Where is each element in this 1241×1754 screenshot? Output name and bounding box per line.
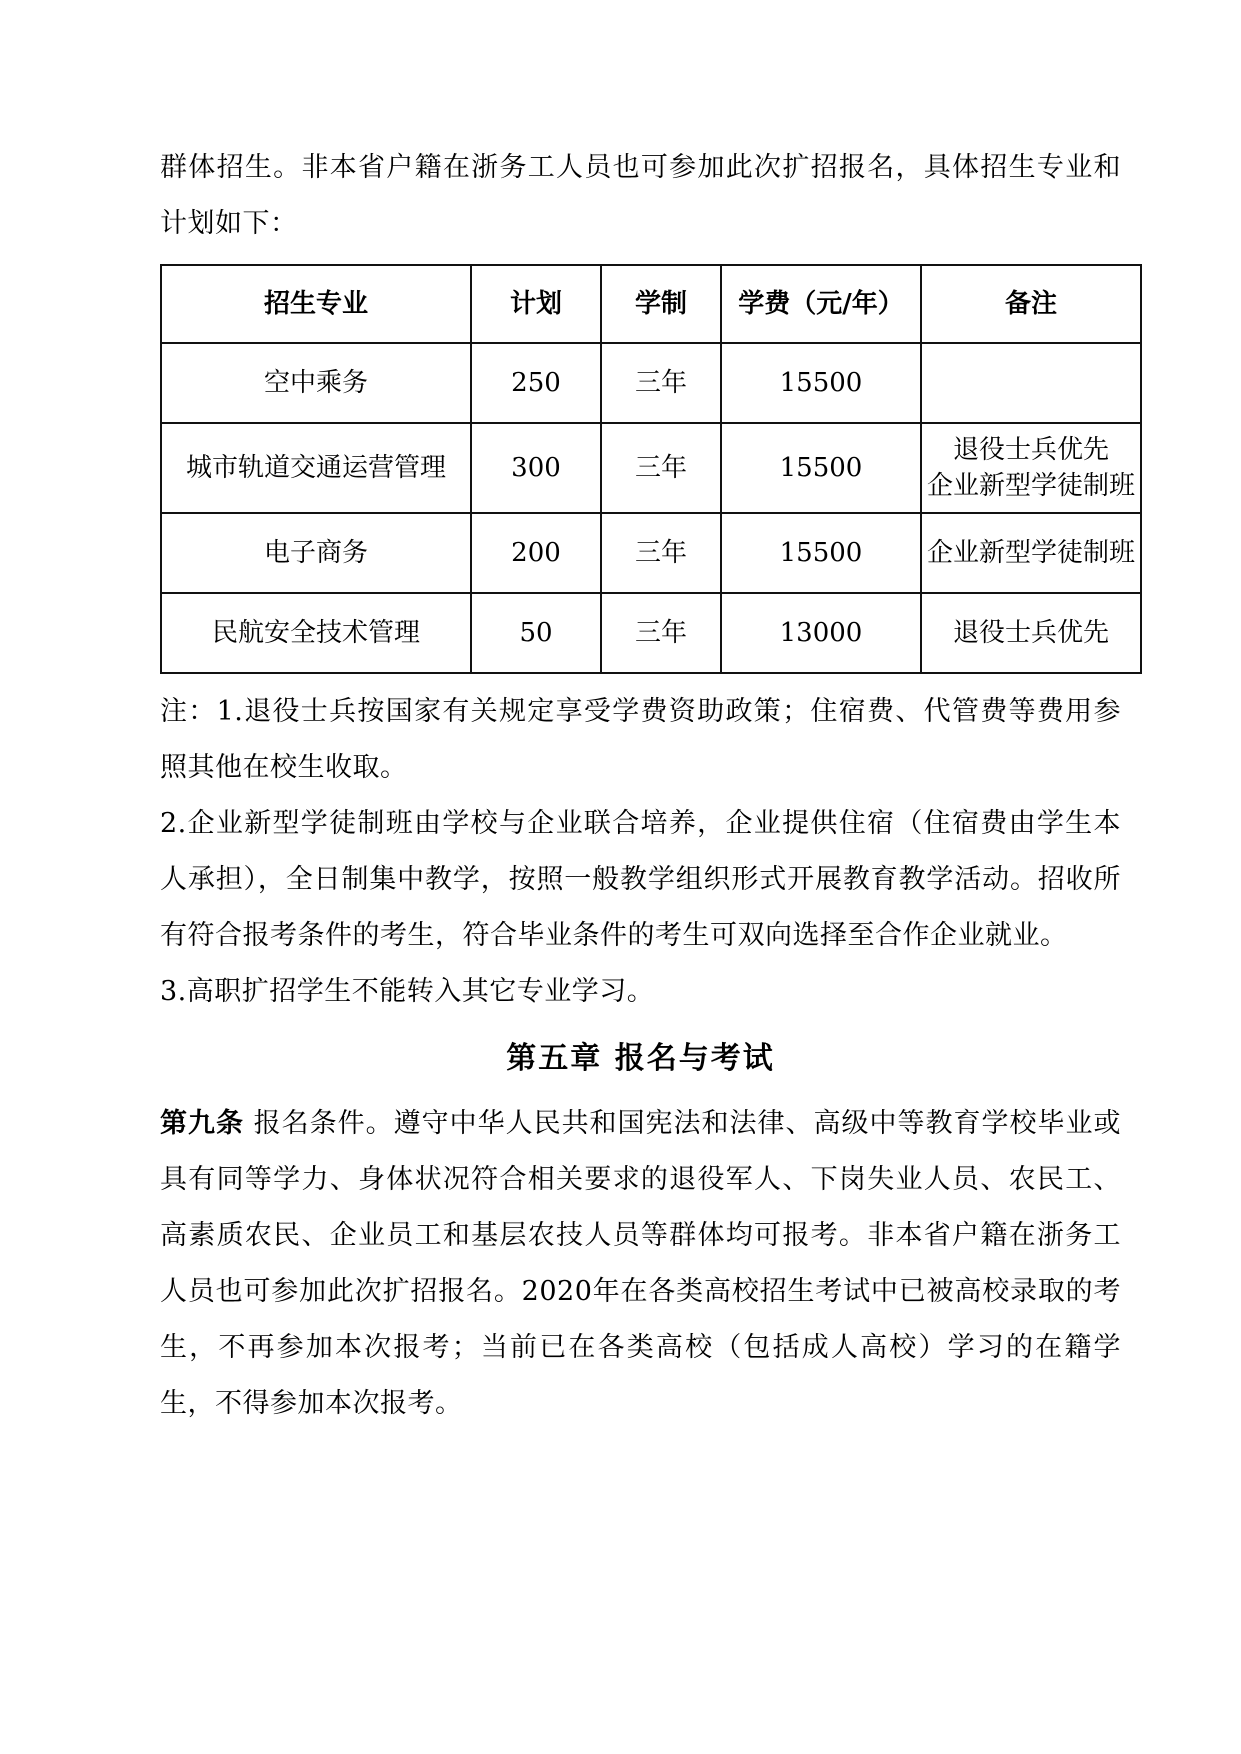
cell-note (921, 343, 1141, 423)
cell-major: 空中乘务 (161, 343, 471, 423)
note-1: 注：1.退役士兵按国家有关规定享受学费资助政策；住宿费、代管费等费用参照其他在校生收取。 (160, 696, 1121, 783)
cell-fee: 15500 (721, 423, 921, 513)
lead-paragraph: 群体招生。非本省户籍在浙务工人员也可参加此次扩招报名，具体招生专业和计划如下： (160, 152, 1121, 239)
table-row (161, 343, 1141, 423)
cell-note-line1: 退役士兵优先 (952, 435, 1109, 465)
cell-length: 三年 (601, 423, 721, 513)
note-3: 3.高职扩招学生不能转入其它专业学习。 (160, 976, 655, 1007)
chapter-title: 第五章 报名与考试 (506, 1041, 775, 1076)
cell-fee: 13000 (721, 593, 921, 673)
cell-fee: 15500 (721, 343, 921, 423)
column-header-note: 备注 (921, 265, 1141, 343)
cell-length: 三年 (601, 593, 721, 673)
enrollment-plan-table (160, 264, 1142, 674)
table-row (161, 513, 1141, 593)
cell-major: 城市轨道交通运营管理 (161, 423, 471, 513)
column-header-major: 招生专业 (161, 265, 471, 343)
column-header-fee: 学费（元/年） (721, 265, 921, 343)
table-row (161, 423, 1141, 513)
cell-note: 企业新型学徒制班 (921, 513, 1141, 593)
cell-plan: 200 (471, 513, 601, 593)
article-label: 第九条 (160, 1108, 244, 1139)
article-text: 报名条件。遵守中华人民共和国宪法和法律、高级中等教育学校毕业或具有同等学力、身体状况符合相关要求的退役军人、下岗失业人员、农民工、高素质农民、企业员工和基层农技人员等群体均可报考。非本省户籍在浙务工人员也可参加此次扩招报名。2020年在各类高校招生考试中已被高校录取的考生，不再参加本次报考；当前已在各类高校（包括成人高校）学习的在籍学生，不得参加本次报考。 (160, 1108, 1122, 1419)
cell-length: 三年 (601, 343, 721, 423)
cell-major: 电子商务 (161, 513, 471, 593)
cell-plan: 250 (471, 343, 601, 423)
column-header-length: 学制 (601, 265, 721, 343)
article-paragraph (160, 1096, 1121, 1432)
table-header-row (161, 265, 1141, 343)
cell-note (921, 423, 1141, 513)
cell-major: 民航安全技术管理 (161, 593, 471, 673)
cell-fee: 15500 (721, 513, 921, 593)
cell-plan: 50 (471, 593, 601, 673)
table-notes (160, 684, 1121, 1020)
column-header-plan: 计划 (471, 265, 601, 343)
table-row (161, 593, 1141, 673)
cell-length: 三年 (601, 513, 721, 593)
cell-note-line2: 企业新型学徒制班 (926, 471, 1135, 501)
cell-plan: 300 (471, 423, 601, 513)
note-2: 2.企业新型学徒制班由学校与企业联合培养，企业提供住宿（住宿费由学生本人承担），全日制集中教学，按照一般教学组织形式开展教育教学活动。招收所有符合报考条件的考生，符合毕业条件的考生可双向选择至合作企业就业。 (160, 808, 1121, 951)
cell-note: 退役士兵优先 (921, 593, 1141, 673)
